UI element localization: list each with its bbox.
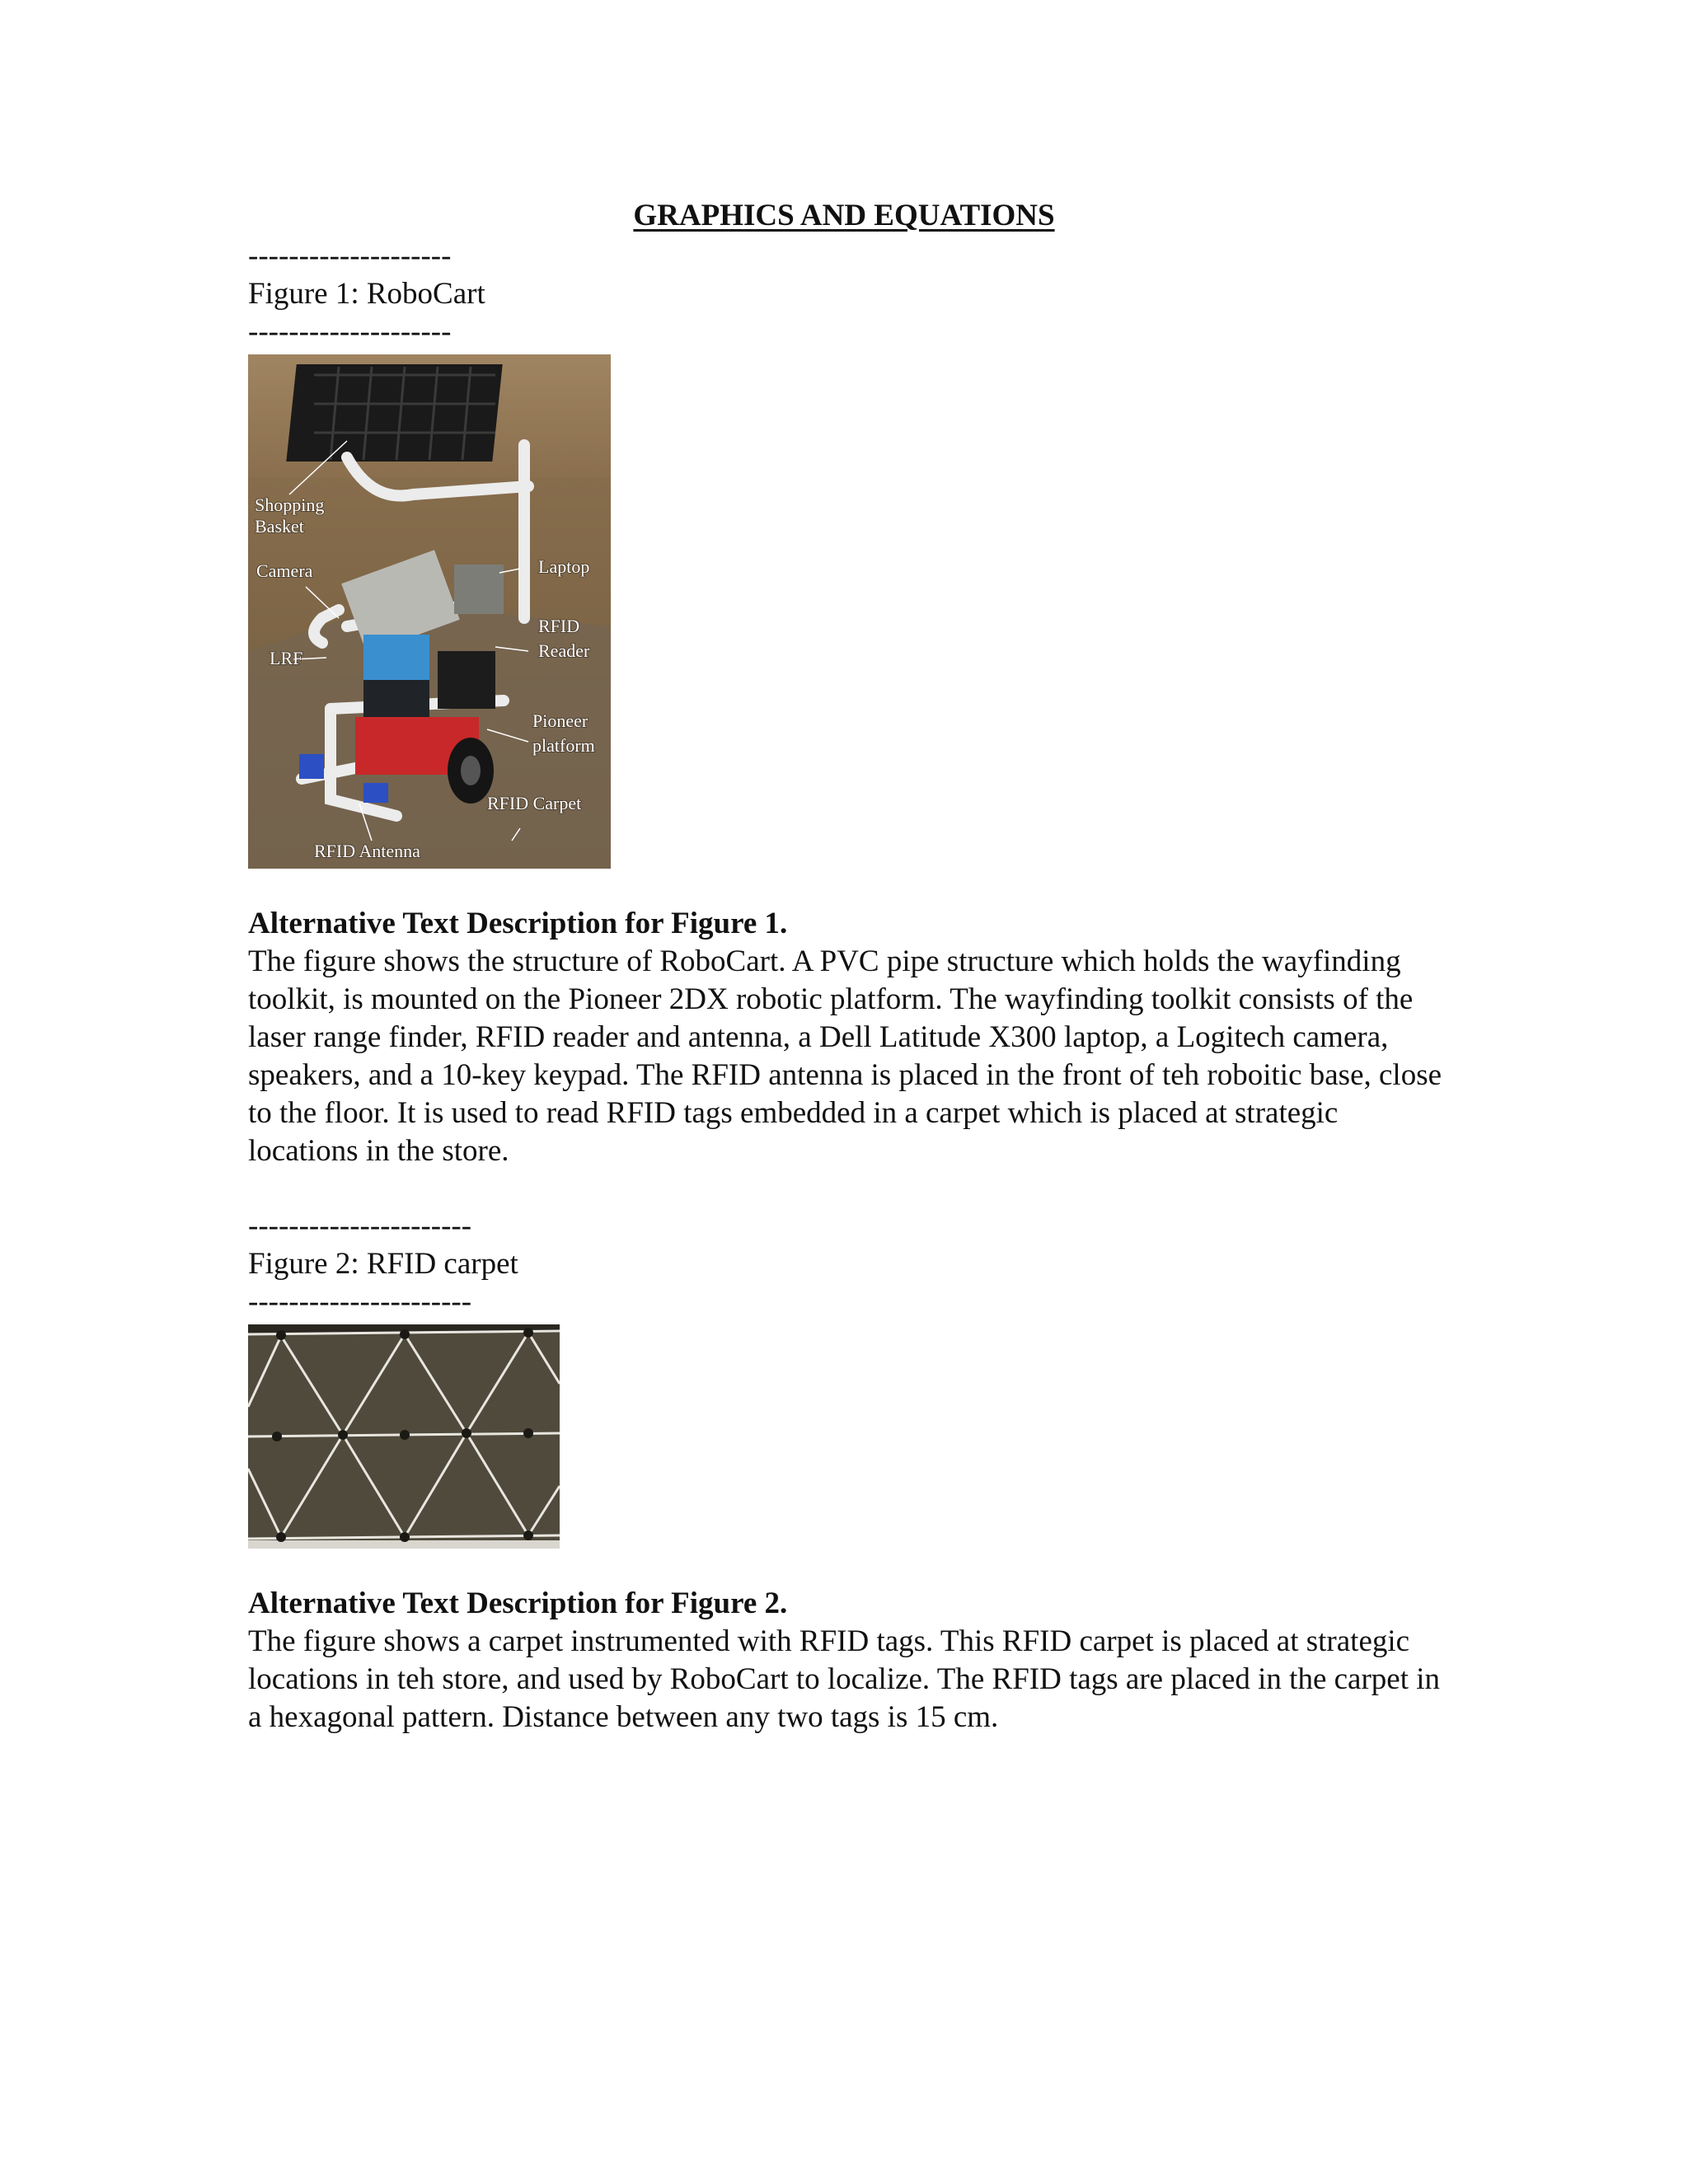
figure1-alt-text: The figure shows the structure of RoboCart. A PVC pipe structure which holds the wayfinding toolkit, is mounted on the Pioneer 2DX robotic platform. The wayfinding toolkit consists of the laser range finder, RFID reader and antenna, a Dell Latitude X300 laptop, a Logitech camera, speakers, and a 10-key keypad. The RFID antenna is placed in the front of teh roboitic base, close to the floor. It is used to read RFID tags embedded in a carpet which is placed at strategic locations in the store. xyxy=(248,944,1442,1168)
figure1-alt-heading: Alternative Text Description for Figure 1. xyxy=(248,907,788,940)
label-rfid-antenna: RFID Antenna xyxy=(314,841,420,861)
label-laptop: Laptop xyxy=(538,556,590,577)
figure2-alt-text: The figure shows a carpet instrumented with RFID tags. This RFID carpet is placed at strategic locations in teh store, and used by RoboCart to localize. The RFID tags are placed in the carpet in a hexagonal pattern. Distance between any two tags is 15 cm. xyxy=(248,1624,1441,1734)
label-rfid-carpet: RFID Carpet xyxy=(487,793,582,813)
label-camera: Camera xyxy=(256,560,313,581)
figure2-caption: Figure 2: RFID carpet xyxy=(248,1247,518,1281)
label-shopping-basket-2: Basket xyxy=(255,516,304,537)
label-pioneer-2: platform xyxy=(532,735,595,756)
label-rfid-reader-2: Reader xyxy=(538,640,590,661)
rfid-carpet-photo xyxy=(248,1324,560,1549)
figure1-caption: Figure 1: RoboCart xyxy=(248,277,485,311)
label-rfid-reader-1: RFID xyxy=(538,616,580,636)
figure2-separator-bottom: ---------------------- xyxy=(248,1285,472,1319)
robocart-photo xyxy=(248,354,611,869)
figure2-alt-heading: Alternative Text Description for Figure 2. xyxy=(248,1586,788,1620)
figure2-separator-top: ---------------------- xyxy=(248,1209,472,1243)
document-body xyxy=(248,237,1451,1736)
page-title: GRAPHICS AND EQUATIONS xyxy=(633,199,1055,232)
figure1-separator-top: -------------------- xyxy=(248,239,452,273)
figure1-separator-bottom: -------------------- xyxy=(248,315,452,349)
label-pioneer-1: Pioneer xyxy=(532,710,588,731)
label-shopping-basket-1: Shopping xyxy=(255,494,325,515)
label-lrf: LRF xyxy=(270,648,303,668)
